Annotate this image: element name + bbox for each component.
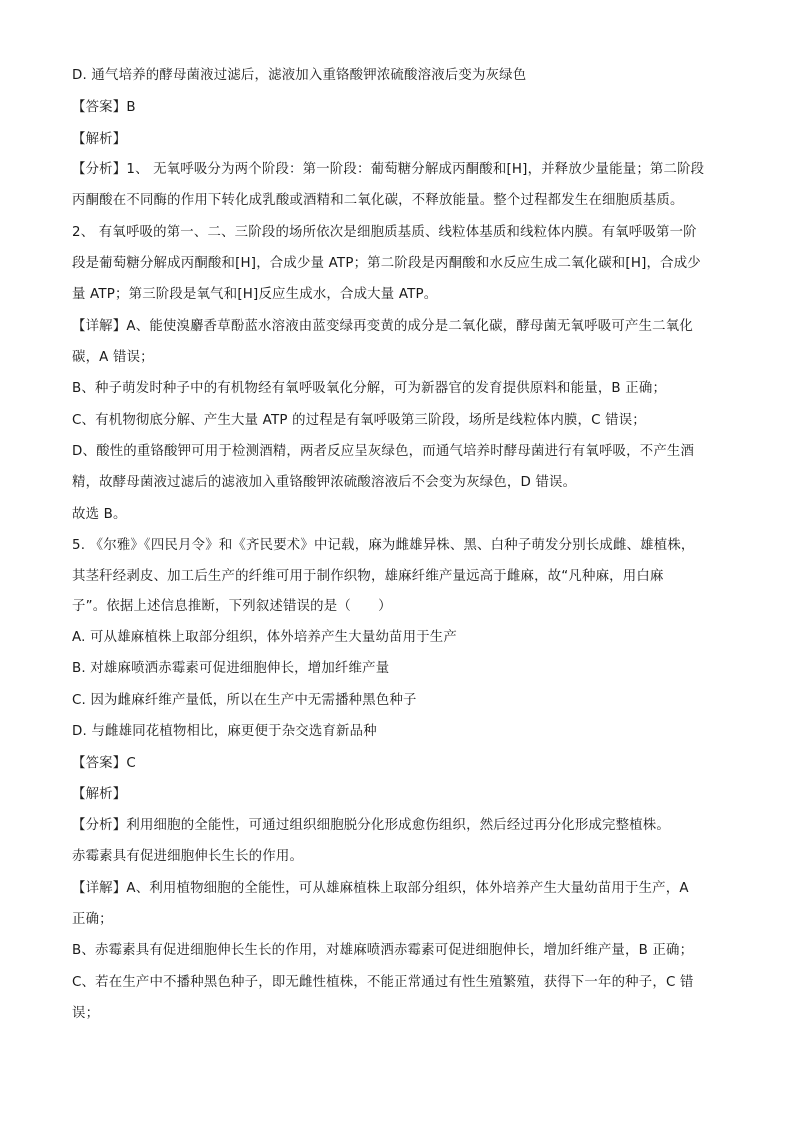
detail-text-line: 正确； (72, 912, 113, 927)
analysis-text-line: 量 ATP；第三阶段是氧气和[H]反应生成水，合成大量 ATP。 (72, 287, 438, 302)
detail-text-line: 【详解】A、能使溴麝香草酚蓝水溶液由蓝变绿再变黄的成分是二氧化碳，酵母菌无氧呼吸可产生二氧化 (72, 319, 693, 334)
analysis-text-line: 段是葡萄糖分解成丙酮酸和[H]，合成少量 ATP；第二阶段是丙酮酸和水反应生成二氧化碳和[H]，合成少 (72, 256, 701, 271)
question-stem-line: 5. 《尔雅》《四民月令》和《齐民要术》中记载，麻为雌雄异株、黑、白种子萌发分别长成雌、雄植株， (72, 538, 695, 553)
detail-text-line: 误； (72, 1006, 100, 1021)
option-a-line: A. 可从雄麻植株上取部分组织，体外培养产生大量幼苗用于生产 (72, 630, 457, 645)
detail-text-line: C、有机物彻底分解、产生大量 ATP 的过程是有氧呼吸第三阶段，场所是线粒体内膜，C 错误； (72, 413, 646, 428)
option-d-line: D. 与雌雄同花植物相比，麻更便于杂交选育新品种 (72, 724, 377, 739)
detail-text-line: 碳，A 错误； (72, 350, 154, 365)
analysis-heading: 【解析】 (72, 132, 127, 147)
option-b-line: B. 对雄麻喷洒赤霉素可促进细胞伸长，增加纤维产量 (72, 661, 390, 676)
detail-text-line: 【详解】A、利用植物细胞的全能性，可从雄麻植株上取部分组织，体外培养产生大量幼苗用于生产，A (72, 881, 689, 896)
detail-text-line: D、酸性的重铬酸钾可用于检测酒精，两者反应呈灰绿色，而通气培养时酵母菌进行有氧呼吸，不产生酒 (72, 444, 695, 459)
option-d-line: D. 通气培养的酵母菌液过滤后，滤液加入重铬酸钾浓硫酸溶液后变为灰绿色 (72, 68, 527, 83)
detail-text-line: C、若在生产中不播种黑色种子，即无雌性植株，不能正常通过有性生殖繁殖，获得下一年的种子，C 错 (72, 975, 694, 990)
answer-line: 【答案】B (72, 100, 136, 115)
analysis-text-line: 2、 有氧呼吸的第一、二、三阶段的场所依次是细胞质基质、线粒体基质和线粒体内膜。有氧呼吸第一阶 (72, 225, 697, 240)
detail-text-line: B、种子萌发时种子中的有机物经有氧呼吸氧化分解，可为新器官的发育提供原料和能量，B 正确； (72, 381, 667, 396)
analysis-heading: 【解析】 (72, 787, 127, 802)
question-stem-line: 子”。依据上述信息推断，下列叙述错误的是（ ） (72, 599, 392, 614)
question-stem-line: 其茎秆经剥皮、加工后生产的纤维可用于制作织物，雄麻纤维产量远高于雌麻，故“凡种麻，用白麻 (72, 569, 664, 584)
option-c-line: C. 因为雌麻纤维产量低，所以在生产中无需播种黑色种子 (72, 693, 417, 708)
conclusion-line: 故选 B。 (72, 507, 127, 522)
analysis-text-line: 赤霉素具有促进细胞伸长生长的作用。 (72, 849, 304, 864)
analysis-text-line: 【分析】1、 无氧呼吸分为两个阶段：第一阶段：葡萄糖分解成丙酮酸和[H]，并释放少量能量；第二阶段 (72, 162, 705, 177)
analysis-text-line: 丙酮酸在不同酶的作用下转化成乳酸或酒精和二氧化碳，不释放能量。整个过程都发生在细胞质基质。 (72, 193, 684, 208)
detail-text-line: 精，故酵母菌液过滤后的滤液加入重铬酸钾浓硫酸溶液后不会变为灰绿色，D 错误。 (72, 475, 577, 490)
analysis-text-line: 【分析】利用细胞的全能性，可通过组织细胞脱分化形成愈伤组织，然后经过再分化形成完整植株。 (72, 818, 670, 833)
detail-text-line: B、赤霉素具有促进细胞伸长生长的作用，对雄麻喷洒赤霉素可促进细胞伸长，增加纤维产量，B 正确； (72, 943, 694, 958)
answer-line: 【答案】C (72, 756, 136, 771)
